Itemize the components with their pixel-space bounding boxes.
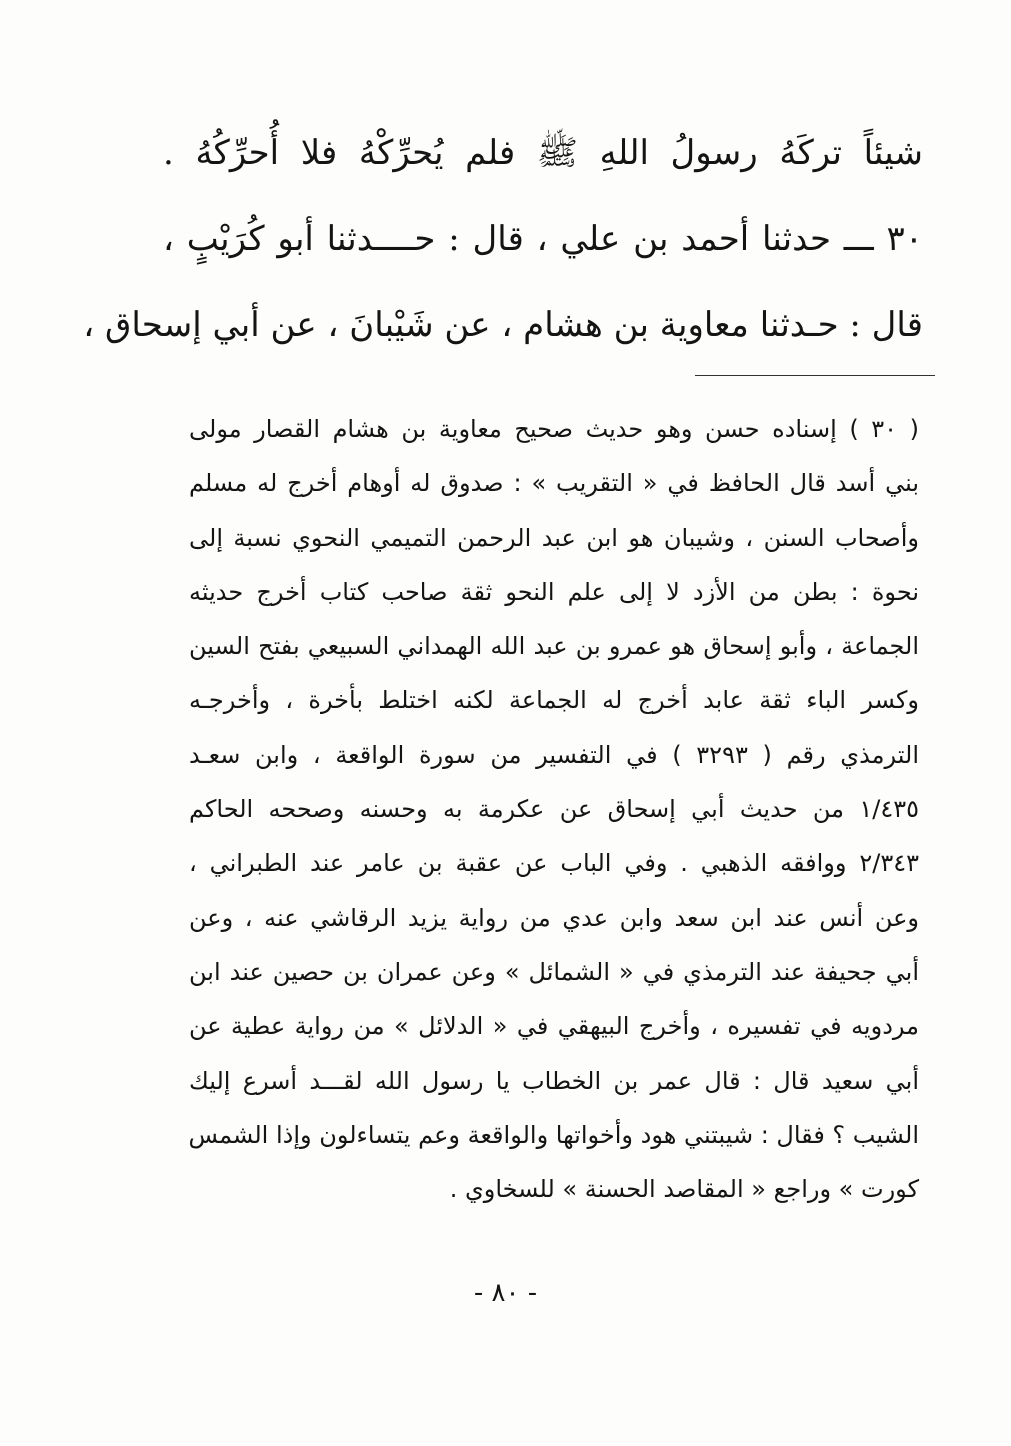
footnote-line: وكسر الباء ثقة عابد أخرج له الجماعة لكنه اختلط بأخرة ، وأخرجـه [189, 686, 919, 715]
footnote-line: وعن أنس عند ابن سعد وابن عدي من رواية يزيد الرقاشي عنه ، وعن [189, 903, 919, 932]
footnote-line: مردويه في تفسيره ، وأخرج البيهقي في « الدلائل » من رواية عطية عن [189, 1012, 919, 1041]
footnote-line: أبي سعيد قال : قال عمر بن الخطاب يا رسول الله لقـــد أسرع إليك [189, 1066, 919, 1095]
footnote-line: ٢/٣٤٣ ووافقه الذهبي . وفي الباب عن عقبة بن عامر عند الطبراني ، [189, 849, 919, 878]
footnote-line: بني أسد قال الحافظ في « التقريب » : صدوق له أوهام أخرج له مسلم [189, 469, 919, 498]
footnote-line: نحوة : بطن من الأزد لا إلى علم النحو ثقة صاحب كتاب أخرج حديثه [189, 577, 919, 606]
main-text-line: ٣٠ ـــ حدثنا أحمد بن علي ، قال : حــــدثنا أبو كُرَيْبٍ ، [163, 219, 923, 259]
footnote-line: كورت » وراجع « المقاصد الحسنة » للسخاوي . [449, 1175, 919, 1204]
page-number: - ٨٠ - [473, 1278, 538, 1308]
footnote-separator [695, 375, 935, 376]
footnote-line: الشيب ؟ فقال : شيبتني هود وأخواتها والواقعة وعم يتساءلون وإذا الشمس [188, 1120, 919, 1149]
footnote-line: وأصحاب السنن ، وشيبان هو ابن عبد الرحمن التميمي النحوي نسبة إلى [189, 523, 919, 552]
footnote-line: ( ٣٠ ) إسناده حسن وهو حديث صحيح معاوية بن هشام القصار مولى [189, 415, 920, 443]
main-text-block [83, 110, 923, 368]
main-text-line: قال : حـدثنا معاوية بن هشام ، عن شَيْبانَ ، عن أبي إسحاق ، [83, 305, 923, 345]
footnote-line: ١/٤٣٥ من حديث أبي إسحاق عن عكرمة به وحسنه وصححه الحاكم [189, 795, 919, 824]
footnote-line: الترمذي رقم ( ٣٢٩٣ ) في التفسير من سورة الواقعة ، وابن سعـد [189, 740, 919, 769]
main-text-line: شيئاً تركَهُ رسولُ اللهِ ﷺ فلم يُحرِّكْهُ فلا أُحرِّكُهُ . [163, 133, 923, 173]
footnote-block [189, 402, 919, 1216]
footnote-line: أبي جحيفة عند الترمذي في « الشمائل » وعن عمران بن حصين عند ابن [189, 957, 919, 986]
footnote-line: الجماعة ، وأبو إسحاق هو عمرو بن عبد الله الهمداني السبيعي بفتح السين [189, 632, 919, 661]
